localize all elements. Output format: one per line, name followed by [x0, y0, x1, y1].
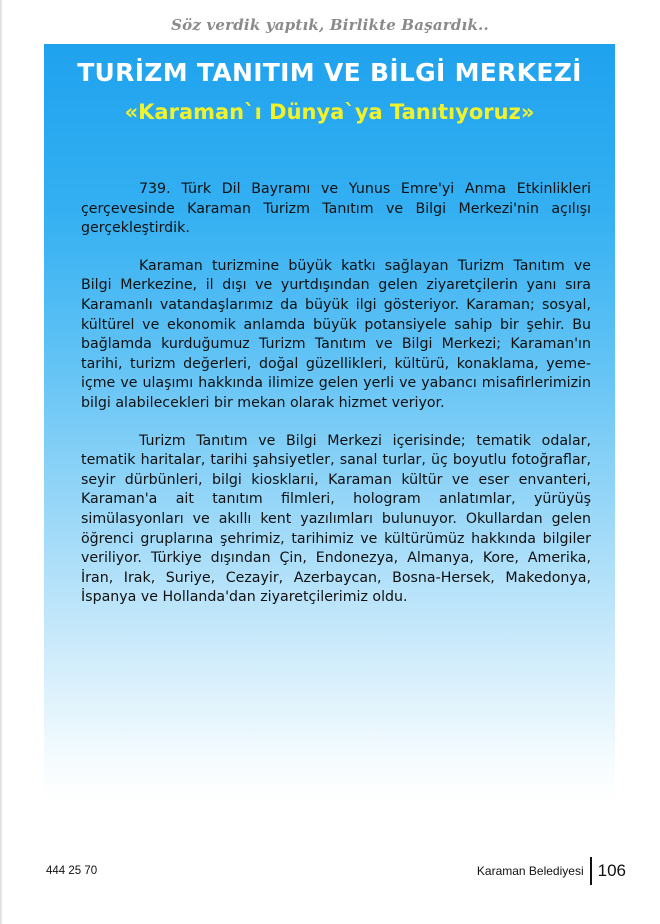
page-number: 106 — [597, 861, 626, 880]
paragraph: 739. Türk Dil Bayramı ve Yunus Emre'yi Anma Etkinlikleri çerçevesinde Karaman Turizm Tanıtım ve Bilgi Merkezi'nin açılışı gerçekleştirdik. — [81, 181, 591, 237]
paragraph: Turizm Tanıtım ve Bilgi Merkezi içerisinde; tematik odalar, tematik haritalar, tarihi şahsiyetler, sanal turlar, üç boyutlu fotoğraflar, seyir dürbünleri, bilgi kiosklarıi, Karaman kültür ve eser envanteri, Karaman'a ait tanıtım filmleri, hologram anlatımlar, yürüyüş simülasyonları ve akıllı kent yazılımları bulunuyor. Okullardan gelen öğrenci gruplarına şehrimiz, tarihimiz ve kültürümüz hakkında bilgiler veriliyor. Türkiye dışından Çin, Endonezya, Almanya, Kore, Amerika, İran, Irak, Suriye, Cezayir, Azerbaycan, Bosna-Hersek, Makedonya, İspanya ve Hollanda'dan ziyaretçilerimiz oldu. — [81, 432, 591, 606]
article-panel — [44, 44, 615, 802]
page-subtitle: «Karaman`ı Dünya`ya Tanıtıyoruz» — [124, 100, 535, 124]
footer-divider — [590, 857, 592, 885]
tagline: Söz verdik yaptık, Birlikte Başardık.. — [171, 16, 489, 34]
page-edge — [0, 0, 3, 924]
article-body — [81, 180, 591, 626]
footer-organization: Karaman Belediyesi — [476, 864, 584, 878]
footer-phone: 444 25 70 — [46, 865, 98, 877]
page-title: TURİZM TANITIM VE BİLGİ MERKEZİ — [77, 58, 582, 87]
paragraph: Karaman turizmine büyük katkı sağlayan Turizm Tanıtım ve Bilgi Merkezine, il dışı ve yurtdışından gelen ziyaretçilerin yanı sıra Karamanlı vatandaşlarımız da büyük ilgi gösteriyor. Karaman; sosyal, kültürel ve ekonomik anlamda büyük potansiyele sahip bir şehir. Bu bağlamda kurduğumuz Turizm Tanıtım ve Bilgi Merkezi; Karaman'ın tarihi, turizm değerleri, doğal güzellikleri, kültürü, konaklama, yeme-içme ve ulaşımı hakkında ilimize gelen yerli ve yabancı misafirlerimizin bilgi alabilecekleri bir mekan olarak hizmet veriyor. — [81, 257, 591, 411]
footer-right — [477, 857, 626, 885]
